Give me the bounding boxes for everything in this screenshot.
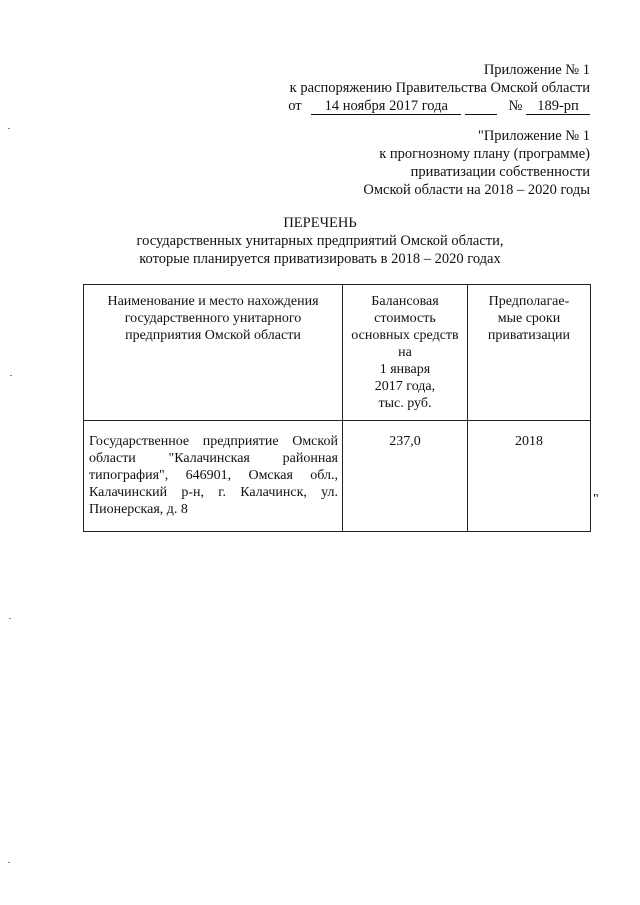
plan-appendix-line3: приватизации собственности [410,164,590,180]
header-value-col: Балансовая стоимость основных средств на 1 января 2017 года, тыс. руб. [342,285,467,421]
plan-appendix-line4: Омской области на 2018 – 2020 годы [363,182,590,198]
header-term-col: Предполагае- мые сроки приватизации [467,285,590,421]
table-row [84,421,591,532]
appendix-date-line [288,97,590,115]
plan-appendix-title: "Приложение № 1 [477,128,590,144]
appendix-order-ref: к распоряжению Правительства Омской области [289,80,590,96]
enterprise-table [83,284,591,532]
table-header-row [84,285,591,421]
balance-value-cell: 237,0 [342,421,467,532]
scan-speck [9,618,11,619]
order-date: 14 ноября 2017 года [311,99,461,115]
plan-appendix-line2: к прогнозному плану (программе) [379,146,590,162]
list-heading: ПЕРЕЧЕНЬ [283,215,357,231]
privatization-term-cell: 2018 [467,421,590,532]
order-number: 189-рп [526,99,590,115]
header-name-col: Наименование и место нахождения государственного унитарного предприятия Омской области [84,285,343,421]
number-label: № [508,98,523,114]
closing-quote: " [593,492,599,507]
scan-speck [10,375,12,376]
scan-speck [8,128,10,129]
list-subtitle-line2: государственных унитарных предприятий Омской области, [136,233,504,249]
appendix-title: Приложение № 1 [483,62,590,78]
from-label: от [288,98,302,114]
enterprise-name-cell: Государственное предприятие Омской области "Калачинская районная типография", 646901, Омская обл., Калачинский р-н, г. Калачинск, ул. Пионерская, д. 8 [84,421,343,532]
date-underline-tail [465,99,497,115]
list-title [0,214,640,268]
scan-speck [8,862,10,863]
list-subtitle-line3: которые планируется приватизировать в 2018 – 2020 годах [139,251,501,267]
